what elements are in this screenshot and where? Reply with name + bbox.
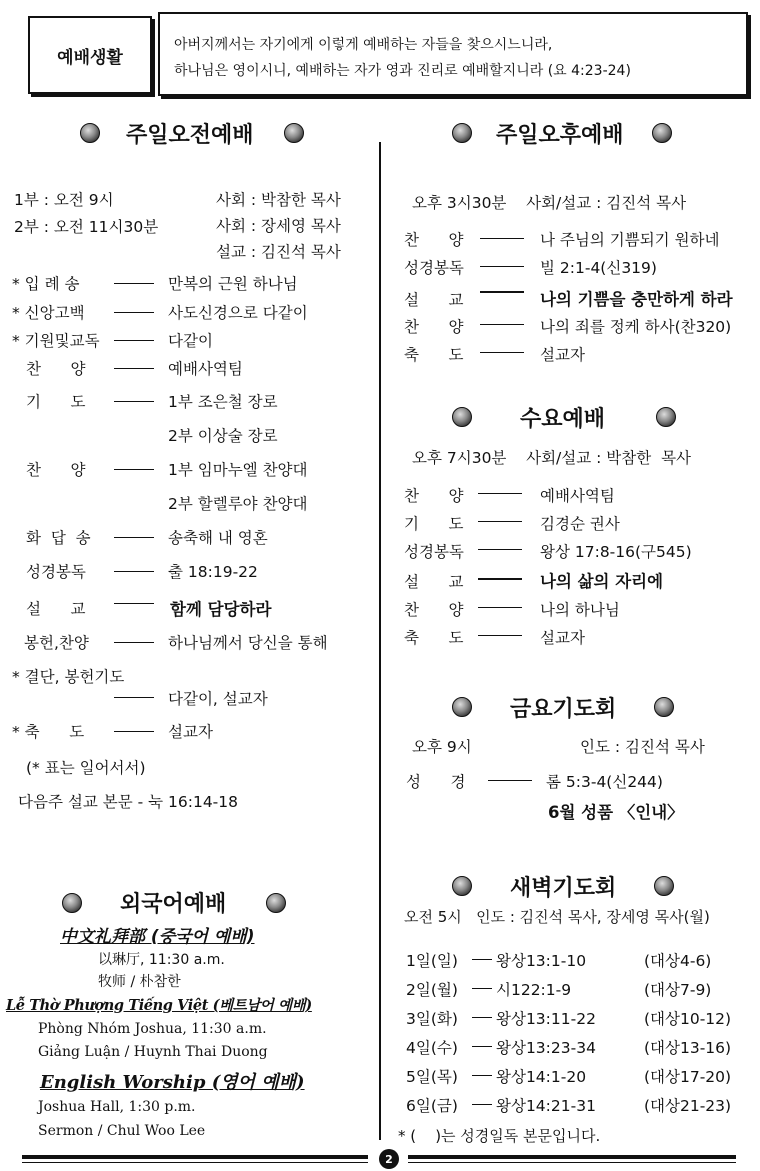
dawn-text: 왕상14:21-31: [496, 1097, 596, 1115]
order-value: 1부 조은철 장로: [168, 393, 278, 411]
order-label: 설 교: [404, 573, 464, 591]
dash-line: [478, 521, 522, 522]
order-value: 송축해 내 영혼: [168, 529, 268, 547]
dash-line: [472, 1075, 492, 1076]
dash-line: [480, 291, 524, 293]
order-value: 나의 죄를 정케 하사(찬320): [540, 318, 732, 336]
order-label: 봉헌,찬양: [24, 634, 89, 652]
dawn-day: 2일(월): [406, 981, 458, 999]
dash-line: [480, 352, 524, 353]
order-label: 축 도: [404, 346, 464, 364]
section-label: 예배생활: [28, 16, 152, 94]
order-label: 설 교: [26, 600, 86, 618]
dawn-ref: (대상17-20): [644, 1068, 732, 1086]
order-label: 찬 양: [404, 601, 464, 619]
english-line-1: Joshua Hall, 1:30 p.m.: [38, 1099, 196, 1115]
dash-line: [480, 324, 524, 325]
order-label: 성 경: [406, 773, 466, 791]
afternoon-sermon-title: 나의 기쁨을 충만하게 하라: [540, 290, 733, 309]
order-label: 찬 양: [26, 360, 86, 378]
dawn-text: 왕상13:1-10: [496, 952, 587, 970]
bullet-icon: [452, 407, 472, 427]
afternoon-info: 오후 3시30분 사회/설교 : 김진석 목사: [412, 194, 687, 212]
dash-line: [114, 469, 154, 470]
dash-line: [114, 368, 154, 369]
friday-time: 오후 9시: [412, 738, 472, 756]
verse-box: [158, 12, 748, 96]
footer-rule: [22, 1155, 368, 1159]
dash-line: [114, 340, 154, 341]
dash-line: [478, 578, 522, 580]
morning-sermon-title: 함께 담당하라: [170, 600, 272, 619]
dash-line: [114, 401, 154, 402]
bullet-icon: [452, 876, 472, 896]
order-label: * 신앙고백: [12, 304, 85, 322]
wednesday-sermon-title: 나의 삶의 자리에: [540, 572, 664, 591]
bullet-icon: [80, 123, 100, 143]
dash-line: [478, 607, 522, 608]
english-title: English Worship (영어 예배): [40, 1072, 305, 1093]
order-value: 설교자: [540, 346, 585, 364]
order-value-2: 2부 할렐루야 찬양대: [168, 495, 308, 513]
dash-line: [478, 635, 522, 636]
chinese-title: 中文礼拜部 (중국어 예배): [60, 927, 255, 947]
morning-service-2: 2부 : 오전 11시30분: [14, 218, 159, 236]
stand-note: (* 표는 일어서서): [26, 759, 146, 777]
bullet-icon: [652, 123, 672, 143]
order-label: * 기원및교독: [12, 332, 100, 350]
order-label: * 결단, 봉헌기도: [12, 668, 125, 686]
dash-line: [114, 537, 154, 538]
dawn-ref: (대상21-23): [644, 1097, 732, 1115]
verse-line-2: 하나님은 영이시니, 예배하는 자가 영과 진리로 예배할지니라 (요 4:23-24): [174, 63, 631, 79]
dawn-ref: (대상4-6): [644, 952, 712, 970]
morning-service-1: 1부 : 오전 9시: [14, 191, 114, 209]
order-label: * 축 도: [12, 723, 85, 741]
order-value: 다같이, 설교자: [168, 690, 268, 708]
order-value-2: 2부 이상술 장로: [168, 427, 278, 445]
order-value: 김경순 권사: [540, 515, 620, 533]
order-label: 찬 양: [404, 487, 464, 505]
bullet-icon: [62, 893, 82, 913]
dash-line: [478, 549, 522, 550]
order-value: 설교자: [540, 629, 585, 647]
order-value: 왕상 17:8-16(구545): [540, 543, 692, 561]
dawn-text: 왕상14:1-20: [496, 1068, 587, 1086]
dawn-day: 4일(수): [406, 1039, 458, 1057]
bullet-icon: [452, 123, 472, 143]
dawn-title: 새벽기도회: [510, 876, 617, 901]
dawn-day: 6일(금): [406, 1097, 458, 1115]
order-label: 기 도: [404, 515, 464, 533]
friday-leader: 인도 : 김진석 목사: [580, 738, 705, 756]
chinese-line-2: 牧师 / 朴참한: [98, 974, 181, 990]
next-sermon: 다음주 설교 본문 - 눅 16:14-18: [18, 793, 238, 811]
dawn-note: * ( )는 성경일독 본문입니다.: [398, 1127, 601, 1145]
order-label: 설 교: [404, 291, 464, 309]
dash-line: [114, 283, 154, 284]
order-value: 나 주님의 기쁨되기 원하네: [540, 231, 720, 249]
footer-rule: [408, 1162, 736, 1163]
dash-line: [472, 1046, 492, 1047]
bullet-icon: [452, 697, 472, 717]
dash-line: [472, 988, 492, 989]
dash-line: [114, 571, 154, 572]
friday-notice: 6월 성품 〈인내〉: [548, 803, 684, 822]
order-label: 찬 양: [26, 461, 86, 479]
chinese-line-1: 以琳厅, 11:30 a.m.: [98, 952, 225, 968]
order-value: 예배사역팀: [540, 487, 615, 505]
dawn-text: 왕상13:11-22: [496, 1010, 596, 1028]
order-label: 성경봉독: [404, 259, 464, 277]
order-value: 하나님께서 당신을 통해: [168, 634, 328, 652]
footer-rule: [408, 1155, 736, 1159]
dawn-day: 1일(일): [406, 952, 458, 970]
dash-line: [114, 697, 154, 698]
dawn-ref: (대상13-16): [644, 1039, 732, 1057]
wednesday-info: 오후 7시30분 사회/설교 : 박참한 목사: [412, 449, 692, 467]
order-label: 찬 양: [404, 318, 464, 336]
order-value: 설교자: [168, 723, 213, 741]
dash-line: [472, 959, 492, 960]
dash-line: [480, 238, 524, 239]
order-value: 출 18:19-22: [168, 563, 258, 581]
friday-scripture: 롬 5:3-4(신244): [546, 773, 663, 791]
dawn-ref: (대상7-9): [644, 981, 712, 999]
order-label: 화 답 송: [26, 529, 91, 547]
order-value: 사도신경으로 다같이: [168, 304, 308, 322]
order-label: * 입 례 송: [12, 275, 80, 293]
bullet-icon: [654, 697, 674, 717]
column-divider: [379, 142, 381, 1140]
order-label: 기 도: [26, 393, 86, 411]
afternoon-title: 주일오후예배: [496, 123, 624, 148]
order-value: 나의 하나님: [540, 601, 620, 619]
dash-line: [472, 1104, 492, 1105]
morning-role-3: 설교 : 김진석 목사: [216, 243, 341, 261]
order-value: 만복의 근원 하나님: [168, 275, 298, 293]
page-number: 2: [379, 1149, 399, 1169]
verse-line-1: 아버지께서는 자기에게 이렇게 예배하는 자들을 찾으시느니라,: [174, 37, 553, 53]
dash-line: [114, 603, 154, 604]
morning-title: 주일오전예배: [126, 123, 254, 148]
dawn-text: 시122:1-9: [496, 981, 572, 999]
order-label: 성경봉독: [26, 563, 86, 581]
wednesday-title: 수요예배: [520, 407, 606, 432]
dash-line: [480, 266, 524, 267]
order-value: 빌 2:1-4(신319): [540, 259, 657, 277]
bullet-icon: [284, 123, 304, 143]
english-line-2: Sermon / Chul Woo Lee: [38, 1123, 206, 1139]
dash-line: [472, 1017, 492, 1018]
dawn-day: 3일(화): [406, 1010, 458, 1028]
bullet-icon: [654, 876, 674, 896]
friday-title: 금요기도회: [510, 697, 617, 722]
dash-line: [488, 780, 532, 781]
order-value: 예배사역팀: [168, 360, 243, 378]
viet-line-2: Giảng Luận / Huynh Thai Duong: [38, 1044, 268, 1060]
order-label: 축 도: [404, 629, 464, 647]
dawn-text: 왕상13:23-34: [496, 1039, 596, 1057]
footer-rule: [22, 1162, 368, 1163]
order-value: 다같이: [168, 332, 213, 350]
viet-title: Lễ Thờ Phượng Tiếng Việt (베트남어 예배): [6, 997, 312, 1014]
dawn-info: 오전 5시 인도 : 김진석 목사, 장세영 목사(월): [404, 908, 710, 926]
bullet-icon: [266, 893, 286, 913]
viet-line-1: Phòng Nhóm Joshua, 11:30 a.m.: [38, 1021, 267, 1037]
order-value: 1부 임마누엘 찬양대: [168, 461, 308, 479]
dawn-ref: (대상10-12): [644, 1010, 732, 1028]
dash-line: [114, 312, 154, 313]
order-label: 찬 양: [404, 231, 464, 249]
dash-line: [114, 642, 154, 643]
order-label: 성경봉독: [404, 543, 464, 561]
dash-line: [114, 731, 154, 732]
morning-role-2: 사회 : 장세영 목사: [216, 217, 341, 235]
morning-role-1: 사회 : 박참한 목사: [216, 191, 341, 209]
dawn-day: 5일(목): [406, 1068, 458, 1086]
foreign-title: 외국어예배: [120, 892, 227, 917]
bullet-icon: [656, 407, 676, 427]
dash-line: [478, 493, 522, 494]
